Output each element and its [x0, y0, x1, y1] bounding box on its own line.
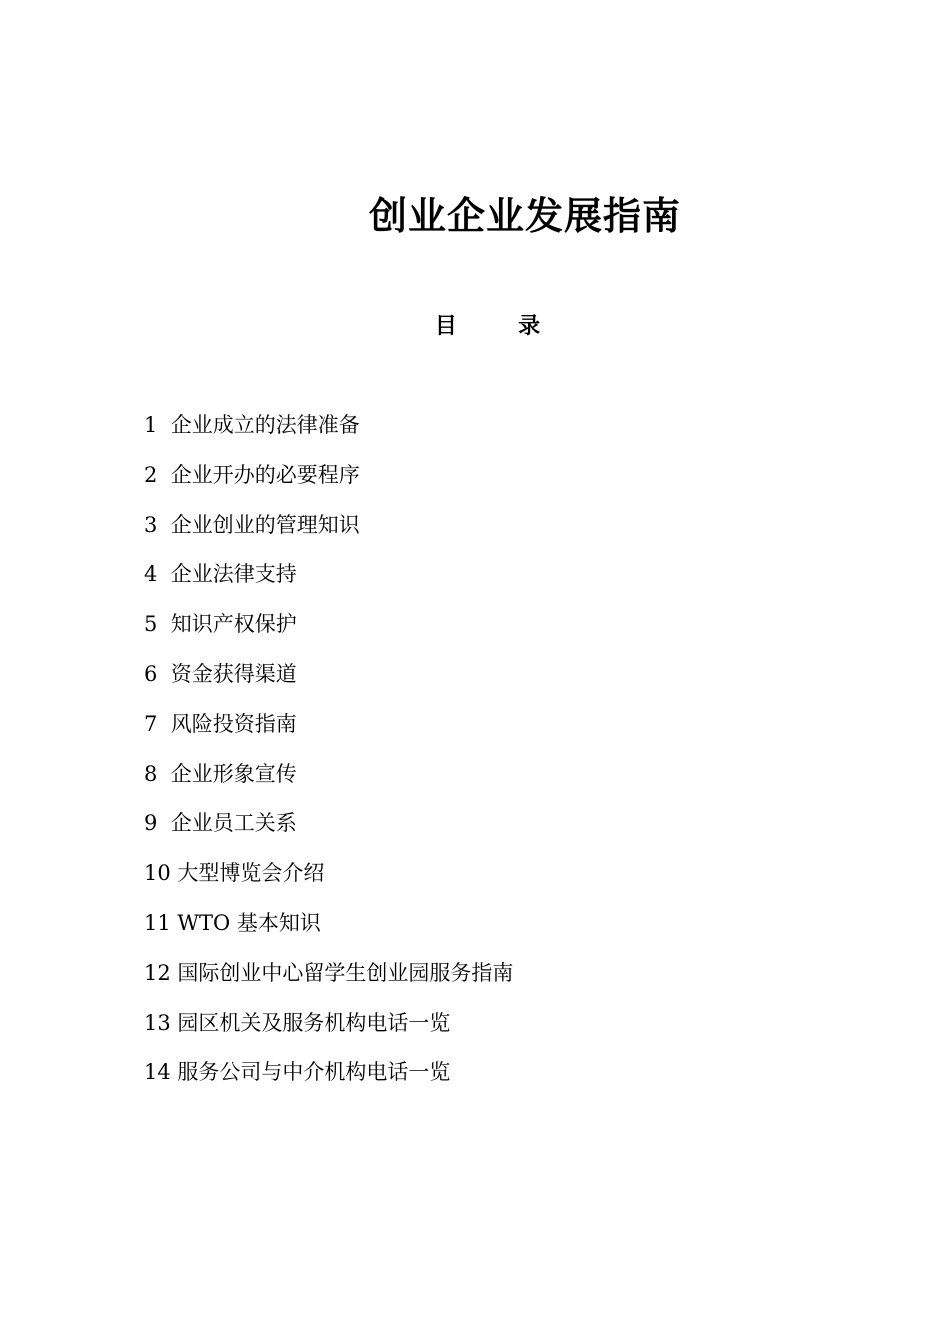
toc-item-number: 4 — [144, 562, 171, 587]
toc-item-number: 12 — [144, 960, 178, 985]
toc-item[interactable] — [144, 903, 513, 953]
toc-item-number: 9 — [144, 811, 171, 836]
toc-item-label: 风险投资指南 — [170, 711, 297, 736]
toc-item[interactable] — [144, 1003, 513, 1053]
toc-item-label: 大型博览会介绍 — [177, 861, 325, 886]
toc-item[interactable] — [144, 654, 513, 704]
toc-item[interactable] — [144, 405, 513, 455]
toc-item[interactable] — [144, 1052, 513, 1102]
toc-item[interactable] — [144, 455, 513, 505]
toc-item-number: 2 — [144, 462, 171, 487]
toc-item-number: 1 — [144, 413, 171, 437]
toc-item-label: 国际创业中心留学生创业园服务指南 — [177, 960, 514, 985]
toc-item[interactable] — [144, 604, 513, 654]
toc-item-label: 企业开办的必要程序 — [170, 462, 360, 487]
toc-heading: 目 录 — [434, 313, 541, 339]
toc-item-number: 8 — [144, 761, 171, 786]
toc-item-label: 企业员工关系 — [170, 811, 297, 836]
toc-item-number: 10 — [144, 861, 178, 886]
toc-item[interactable] — [144, 803, 513, 853]
document-title: 创业企业发展指南 — [368, 193, 681, 238]
toc-item-number: 5 — [144, 612, 171, 637]
toc-item[interactable] — [144, 853, 513, 903]
toc-item[interactable] — [144, 505, 513, 555]
toc-item-label: 企业创业的管理知识 — [170, 512, 360, 537]
toc-item-label: 企业成立的法律准备 — [170, 413, 360, 437]
toc-item-number: 7 — [144, 711, 171, 736]
toc-item-number: 13 — [144, 1010, 178, 1035]
toc-item[interactable] — [144, 754, 513, 804]
toc-item-number: 3 — [144, 512, 171, 537]
table-of-contents — [144, 405, 513, 1102]
toc-item-label: 服务公司与中介机构电话一览 — [177, 1060, 451, 1085]
toc-item-label: 知识产权保护 — [170, 612, 297, 637]
toc-item-label: 资金获得渠道 — [170, 661, 297, 686]
toc-item[interactable] — [144, 704, 513, 754]
toc-item-label: 企业形象宣传 — [170, 761, 297, 786]
toc-item-label: WTO 基本知识 — [177, 910, 321, 935]
toc-item-number: 11 — [144, 910, 178, 935]
toc-item[interactable] — [144, 953, 513, 1003]
toc-item-number: 14 — [144, 1060, 178, 1085]
toc-item-label: 园区机关及服务机构电话一览 — [177, 1010, 451, 1035]
toc-item-label: 企业法律支持 — [170, 562, 297, 587]
toc-item-number: 6 — [144, 661, 171, 686]
toc-item[interactable] — [144, 554, 513, 604]
